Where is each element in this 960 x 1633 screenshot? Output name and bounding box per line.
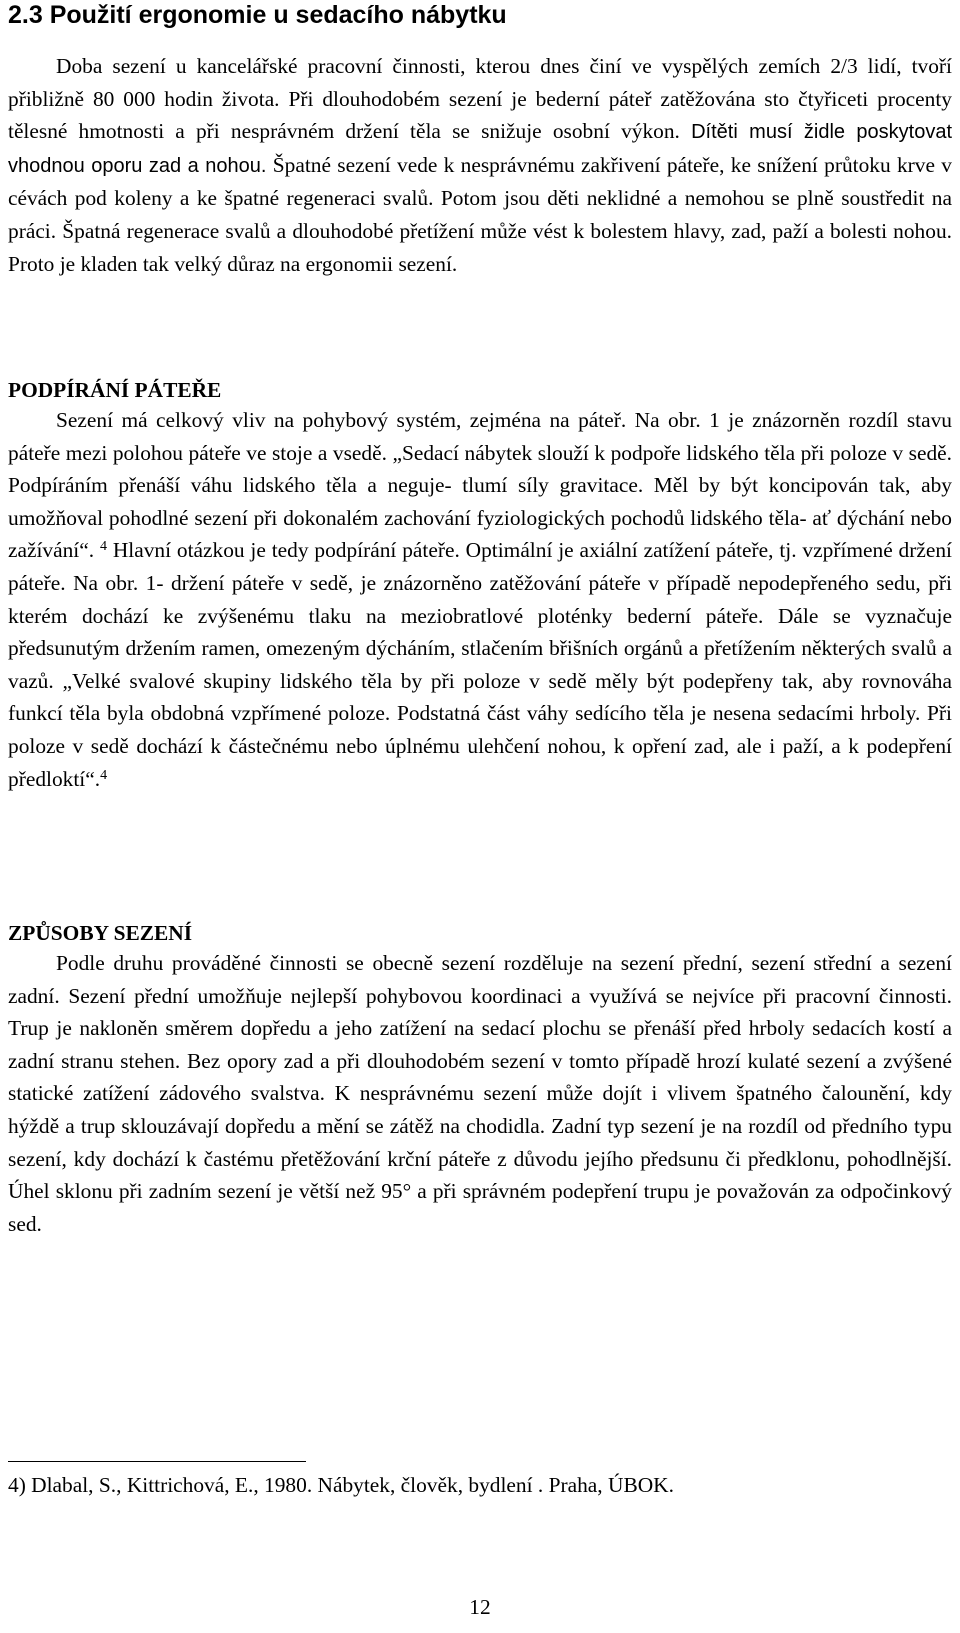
intro-paragraph	[8, 50, 952, 280]
citation-reference: 4	[100, 767, 108, 783]
intro-text-1: Doba sezení u kancelářské pracovní činnosti, kterou dnes činí ve vyspělých zemích 2/3 lidí, tvoří přibližně 80 000 hodin života. Při dlouhodobém sezení je bederní páteř zatěžována sto čtyřiceti procenty tělesné hmotnosti a při nesprávném držení těla se snižuje osobní výkon.	[8, 54, 952, 144]
footnote: 4) Dlabal, S., Kittrichová, E., 1980. Nábytek, člověk, bydlení . Praha, ÚBOK.	[8, 1473, 674, 1497]
podpirani-paragraph	[8, 404, 952, 795]
podpirani-text-2: Hlavní otázkou je tedy podpírání páteře. Optimální je axiální zatížení páteře, tj. vzpřímené držení páteře. Na obr. 1- držení páteře v sedě, je znázorněno zatěžování páteře v případě nepodepřeného sedu, při kterém dochází ke zvýšenému tlaku na meziobratlové ploténky bederní páteře. Dále se vyznačuje předsunutým držením ramen, omezeným dýcháním, stlačením břišních orgánů a přetížením některých svalů a vazů. „Velké svalové skupiny lidského těla by při poloze v sedě měly být podepřeny tak, aby rovnováha funkcí těla byla obdobná vzpřímené poloze. Podstatná část váhy sedícího těla je nesena sedacími hrboly. Při poloze v sedě dochází k částečnému nebo úplnému ulehčení nohou, k opření zad, ale i paží, a k podepření předloktí“.	[8, 538, 952, 791]
page-number: 12	[469, 1595, 491, 1619]
citation-reference: 4	[99, 539, 107, 555]
heading-podpirani-patere: PODPÍRÁNÍ PÁTEŘE	[8, 378, 222, 402]
document-page	[8, 0, 952, 1633]
intro-text-3: Špatné sezení vede k nesprávnému zakřivení páteře, ke snížení průtoku krve v cévách pod koleny a ke špatné regeneraci svalů. Potom jsou děti neklidné a nemohou se plně soustředit na práci. Špatná regenerace svalů a dlouhodobé přetížení může vést k bolestem hlavy, zad, paží a bolesti nohou. Proto je kladen tak velký důraz na ergonomii sezení.	[8, 152, 952, 276]
podpirani-text-1: Sezení má celkový vliv na pohybový systém, zejména na páteř. Na obr. 1 je znázorněn rozdíl stavu páteře mezi polohou páteře ve stoje a vsedě. „Sedací nábytek slouží k podpoře lidského těla při poloze v sedě. Podpíráním přenáší váhu lidského těla a neguje- tlumí síly gravitace. Měl by být koncipován tak, aby umožňoval pohodlné sezení při dokonalém zachování fyziologických pochodů lidského těla- ať dýchání nebo zažívání“.	[8, 408, 952, 563]
zpusoby-paragraph	[8, 947, 952, 1240]
intro-text-2: Dítěti musí židle poskytovat vhodnou oporu zad a nohou.	[8, 121, 952, 177]
zpusoby-text: Podle druhu prováděné činnosti se obecně sezení rozděluje na sezení přední, sezení střední a sezení zadní. Sezení přední umožňuje nejlepší pohybovou koordinaci a využívá se nejvíce při pracovní činnosti. Trup je nakloněn směrem dopředu a jeho zatížení na sedací plochu se přenáší před hrboly sedacích kostí a zadní stranu stehen. Bez opory zad a při dlouhodobém sezení v tomto případě hrozí kulaté sezení a zvýšené statické zatížení zádového svalstva. K nesprávnému sezení může dojít i vlivem špatného čalounění, kdy hýždě a trup sklouzávají dopředu a mění se zátěž na chodidla. Zadní typ sezení je na rozdíl od předního typu sezení, kdy dochází k častému přetěžování krční páteře z důvodu jejího předsunu či předklonu, pohodlnější. Úhel sklonu při zadním sezení je větší než 95° a při správném podepření trupu je považován za odpočinkový sed.	[8, 951, 952, 1236]
heading-zpusoby-sezeni: ZPŮSOBY SEZENÍ	[8, 921, 193, 945]
section-title: 2.3 Použití ergonomie u sedacího nábytku	[8, 1, 507, 29]
footnote-divider	[8, 1461, 306, 1462]
